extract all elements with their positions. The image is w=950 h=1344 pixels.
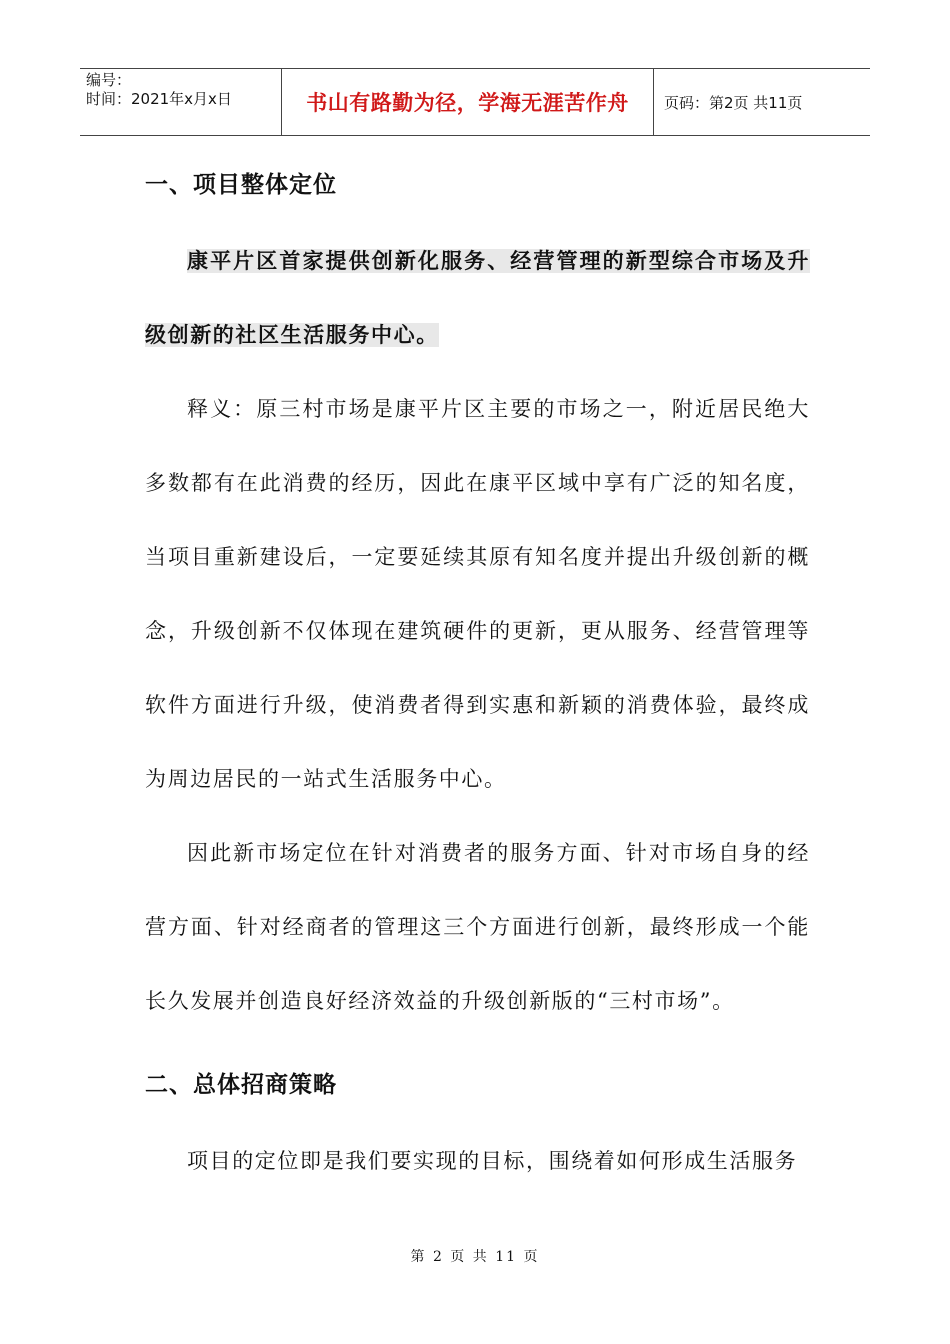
header-meta bbox=[80, 69, 282, 135]
positioning-statement bbox=[145, 224, 810, 372]
positioning-highlight: 康平片区首家提供创新化服务、经营管理的新型综合市场及升级创新的社区生活服务中心。 bbox=[145, 249, 810, 347]
header-number: 编号： bbox=[86, 71, 132, 89]
section-title-positioning: 一、项目整体定位 bbox=[145, 172, 337, 198]
header-time: 时间：2021年x月x日 bbox=[86, 90, 232, 108]
paragraph-conclusion: 因此新市场定位在针对消费者的服务方面、针对市场自身的经营方面、针对经商者的管理这三个方面进行创新，最终形成一个能长久发展并创造良好经济效益的升级创新版的“三村市场”。 bbox=[145, 841, 810, 1013]
paragraph-strategy: 项目的定位即是我们要实现的目标，围绕着如何形成生活服务 bbox=[187, 1149, 798, 1173]
section-title-strategy: 二、总体招商策略 bbox=[145, 1072, 337, 1098]
header-page-info: 页码：第2页 共11页 bbox=[664, 93, 803, 112]
header-motto: 书山有路勤为径，学海无涯苦作舟 bbox=[282, 69, 654, 135]
document-body bbox=[145, 160, 810, 1198]
page-footer: 第 2 页 共 11 页 bbox=[410, 1249, 540, 1265]
paragraph-explanation: 释义：原三村市场是康平片区主要的市场之一，附近居民绝大多数都有在此消费的经历，因此在康平区域中享有广泛的知名度，当项目重新建设后，一定要延续其原有知名度并提出升级创新的概念，升级创新不仅体现在建筑硬件的更新，更从服务、经营管理等软件方面进行升级，使消费者得到实惠和新颖的消费体验，最终成为周边居民的一站式生活服务中心。 bbox=[145, 397, 810, 791]
document-header bbox=[80, 68, 870, 136]
